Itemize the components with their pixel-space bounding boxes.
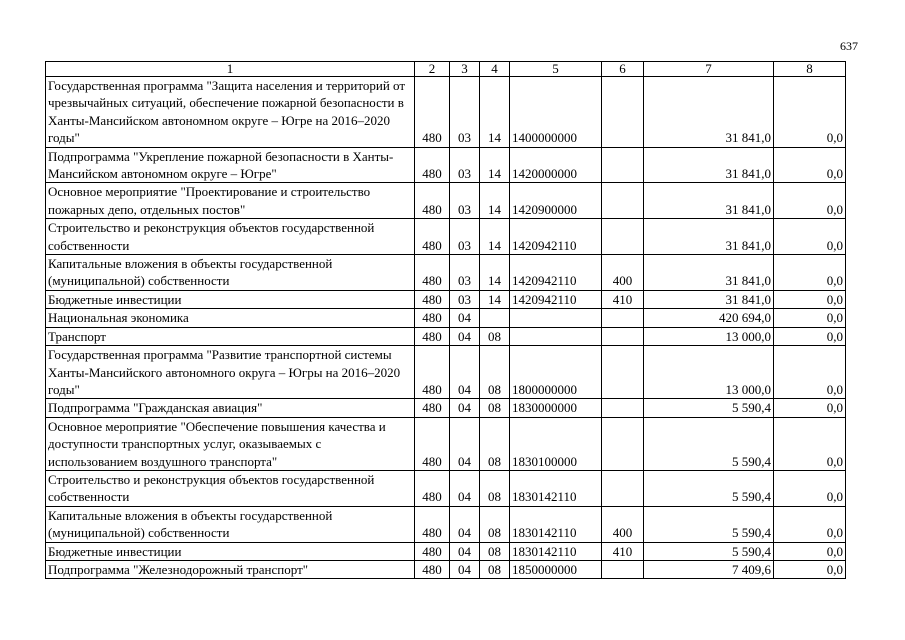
amount-second-cell: 0,0 — [774, 255, 846, 291]
table-row — [46, 417, 846, 470]
amount-second-cell: 0,0 — [774, 327, 846, 345]
section-code-cell: 04 — [450, 542, 480, 560]
target-article-cell: 1830000000 — [510, 399, 602, 417]
subsection-code-cell: 08 — [480, 417, 510, 470]
section-code-cell: 04 — [450, 399, 480, 417]
page-number: 637 — [840, 39, 858, 53]
table-row — [46, 77, 846, 148]
amount-cell: 420 694,0 — [644, 309, 774, 327]
target-article-cell — [510, 309, 602, 327]
column-header-8: 8 — [774, 62, 846, 77]
section-code-cell: 04 — [450, 506, 480, 542]
expense-type-cell: 400 — [602, 506, 644, 542]
budget-table — [45, 61, 846, 579]
amount-second-cell: 0,0 — [774, 399, 846, 417]
amount-cell: 13 000,0 — [644, 346, 774, 399]
amount-second-cell: 0,0 — [774, 290, 846, 308]
target-article-cell: 1800000000 — [510, 346, 602, 399]
amount-cell: 5 590,4 — [644, 506, 774, 542]
expense-type-cell: 410 — [602, 542, 644, 560]
amount-second-cell: 0,0 — [774, 542, 846, 560]
subsection-code-cell: 08 — [480, 560, 510, 578]
amount-second-cell: 0,0 — [774, 470, 846, 506]
target-article-cell: 1420000000 — [510, 147, 602, 183]
ved-code-cell: 480 — [415, 309, 450, 327]
target-article-cell: 1850000000 — [510, 560, 602, 578]
amount-cell: 7 409,6 — [644, 560, 774, 578]
column-header-4: 4 — [480, 62, 510, 77]
row-name-cell: Национальная экономика — [46, 309, 415, 327]
expense-type-cell — [602, 77, 644, 148]
subsection-code-cell: 14 — [480, 77, 510, 148]
ved-code-cell: 480 — [415, 255, 450, 291]
table-row — [46, 470, 846, 506]
expense-type-cell: 400 — [602, 255, 644, 291]
row-name-cell: Основное мероприятие "Проектирование и строительство пожарных депо, отдельных постов" — [46, 183, 415, 219]
table-row — [46, 290, 846, 308]
row-name-cell: Бюджетные инвестиции — [46, 290, 415, 308]
amount-second-cell: 0,0 — [774, 77, 846, 148]
table-body — [46, 77, 846, 579]
ved-code-cell: 480 — [415, 219, 450, 255]
subsection-code-cell: 08 — [480, 399, 510, 417]
row-name-cell: Государственная программа "Защита населения и территорий от чрезвычайных ситуаций, обеспечение пожарной безопасности в Ханты-Мансийском автономном округе – Югре на 2016–2020 годы" — [46, 77, 415, 148]
section-code-cell: 04 — [450, 417, 480, 470]
target-article-cell: 1420942110 — [510, 290, 602, 308]
table-row — [46, 399, 846, 417]
expense-type-cell — [602, 417, 644, 470]
target-article-cell: 1420942110 — [510, 255, 602, 291]
expense-type-cell — [602, 183, 644, 219]
target-article-cell: 1830100000 — [510, 417, 602, 470]
ved-code-cell: 480 — [415, 147, 450, 183]
section-code-cell: 04 — [450, 327, 480, 345]
ved-code-cell: 480 — [415, 399, 450, 417]
subsection-code-cell: 14 — [480, 183, 510, 219]
table-row — [46, 560, 846, 578]
ved-code-cell: 480 — [415, 77, 450, 148]
subsection-code-cell: 08 — [480, 506, 510, 542]
section-code-cell: 04 — [450, 560, 480, 578]
amount-cell: 5 590,4 — [644, 417, 774, 470]
expense-type-cell — [602, 470, 644, 506]
table-row — [46, 255, 846, 291]
ved-code-cell: 480 — [415, 470, 450, 506]
ved-code-cell: 480 — [415, 542, 450, 560]
section-code-cell: 03 — [450, 290, 480, 308]
expense-type-cell — [602, 346, 644, 399]
row-name-cell: Строительство и реконструкция объектов государственной собственности — [46, 470, 415, 506]
row-name-cell: Строительство и реконструкция объектов государственной собственности — [46, 219, 415, 255]
row-name-cell: Подпрограмма "Железнодорожный транспорт" — [46, 560, 415, 578]
amount-second-cell: 0,0 — [774, 506, 846, 542]
subsection-code-cell: 08 — [480, 346, 510, 399]
expense-type-cell — [602, 399, 644, 417]
expense-type-cell — [602, 309, 644, 327]
amount-cell: 31 841,0 — [644, 183, 774, 219]
amount-cell: 5 590,4 — [644, 399, 774, 417]
row-name-cell: Основное мероприятие "Обеспечение повышения качества и доступности транспортных услуг, оказываемых с использованием воздушного транспорта" — [46, 417, 415, 470]
subsection-code-cell — [480, 309, 510, 327]
amount-cell: 5 590,4 — [644, 542, 774, 560]
target-article-cell: 1830142110 — [510, 506, 602, 542]
amount-cell: 13 000,0 — [644, 327, 774, 345]
amount-second-cell: 0,0 — [774, 560, 846, 578]
amount-second-cell: 0,0 — [774, 417, 846, 470]
column-header-2: 2 — [415, 62, 450, 77]
subsection-code-cell: 08 — [480, 470, 510, 506]
table-row — [46, 147, 846, 183]
amount-second-cell: 0,0 — [774, 147, 846, 183]
row-name-cell: Бюджетные инвестиции — [46, 542, 415, 560]
amount-cell: 31 841,0 — [644, 147, 774, 183]
ved-code-cell: 480 — [415, 327, 450, 345]
section-code-cell: 03 — [450, 147, 480, 183]
table-row — [46, 506, 846, 542]
amount-cell: 31 841,0 — [644, 219, 774, 255]
amount-cell: 31 841,0 — [644, 77, 774, 148]
column-header-7: 7 — [644, 62, 774, 77]
expense-type-cell: 410 — [602, 290, 644, 308]
table-row — [46, 346, 846, 399]
expense-type-cell — [602, 147, 644, 183]
table-row — [46, 542, 846, 560]
row-name-cell: Подпрограмма "Укрепление пожарной безопасности в Ханты-Мансийском автономном округе – Югре" — [46, 147, 415, 183]
section-code-cell: 04 — [450, 346, 480, 399]
target-article-cell: 1420942110 — [510, 219, 602, 255]
subsection-code-cell: 08 — [480, 542, 510, 560]
row-name-cell: Капитальные вложения в объекты государственной (муниципальной) собственности — [46, 506, 415, 542]
subsection-code-cell: 14 — [480, 147, 510, 183]
expense-type-cell — [602, 219, 644, 255]
section-code-cell: 03 — [450, 183, 480, 219]
ved-code-cell: 480 — [415, 183, 450, 219]
subsection-code-cell: 14 — [480, 219, 510, 255]
table-row — [46, 327, 846, 345]
amount-cell: 31 841,0 — [644, 255, 774, 291]
subsection-code-cell: 14 — [480, 290, 510, 308]
ved-code-cell: 480 — [415, 346, 450, 399]
subsection-code-cell: 14 — [480, 255, 510, 291]
section-code-cell: 04 — [450, 309, 480, 327]
table-header-row — [46, 62, 846, 77]
amount-second-cell: 0,0 — [774, 309, 846, 327]
ved-code-cell: 480 — [415, 290, 450, 308]
amount-second-cell: 0,0 — [774, 346, 846, 399]
column-header-5: 5 — [510, 62, 602, 77]
ved-code-cell: 480 — [415, 417, 450, 470]
column-header-1: 1 — [46, 62, 415, 77]
ved-code-cell: 480 — [415, 506, 450, 542]
column-header-6: 6 — [602, 62, 644, 77]
target-article-cell — [510, 327, 602, 345]
target-article-cell: 1420900000 — [510, 183, 602, 219]
section-code-cell: 03 — [450, 219, 480, 255]
section-code-cell: 03 — [450, 255, 480, 291]
table-row — [46, 183, 846, 219]
table-row — [46, 309, 846, 327]
expense-type-cell — [602, 327, 644, 345]
amount-cell: 5 590,4 — [644, 470, 774, 506]
column-header-3: 3 — [450, 62, 480, 77]
target-article-cell: 1830142110 — [510, 542, 602, 560]
row-name-cell: Подпрограмма "Гражданская авиация" — [46, 399, 415, 417]
subsection-code-cell: 08 — [480, 327, 510, 345]
amount-cell: 31 841,0 — [644, 290, 774, 308]
amount-second-cell: 0,0 — [774, 183, 846, 219]
row-name-cell: Капитальные вложения в объекты государственной (муниципальной) собственности — [46, 255, 415, 291]
table-row — [46, 219, 846, 255]
ved-code-cell: 480 — [415, 560, 450, 578]
section-code-cell: 04 — [450, 470, 480, 506]
target-article-cell: 1400000000 — [510, 77, 602, 148]
row-name-cell: Транспорт — [46, 327, 415, 345]
section-code-cell: 03 — [450, 77, 480, 148]
expense-type-cell — [602, 560, 644, 578]
row-name-cell: Государственная программа "Развитие транспортной системы Ханты-Мансийского автономного округа – Югры на 2016–2020 годы" — [46, 346, 415, 399]
amount-second-cell: 0,0 — [774, 219, 846, 255]
target-article-cell: 1830142110 — [510, 470, 602, 506]
